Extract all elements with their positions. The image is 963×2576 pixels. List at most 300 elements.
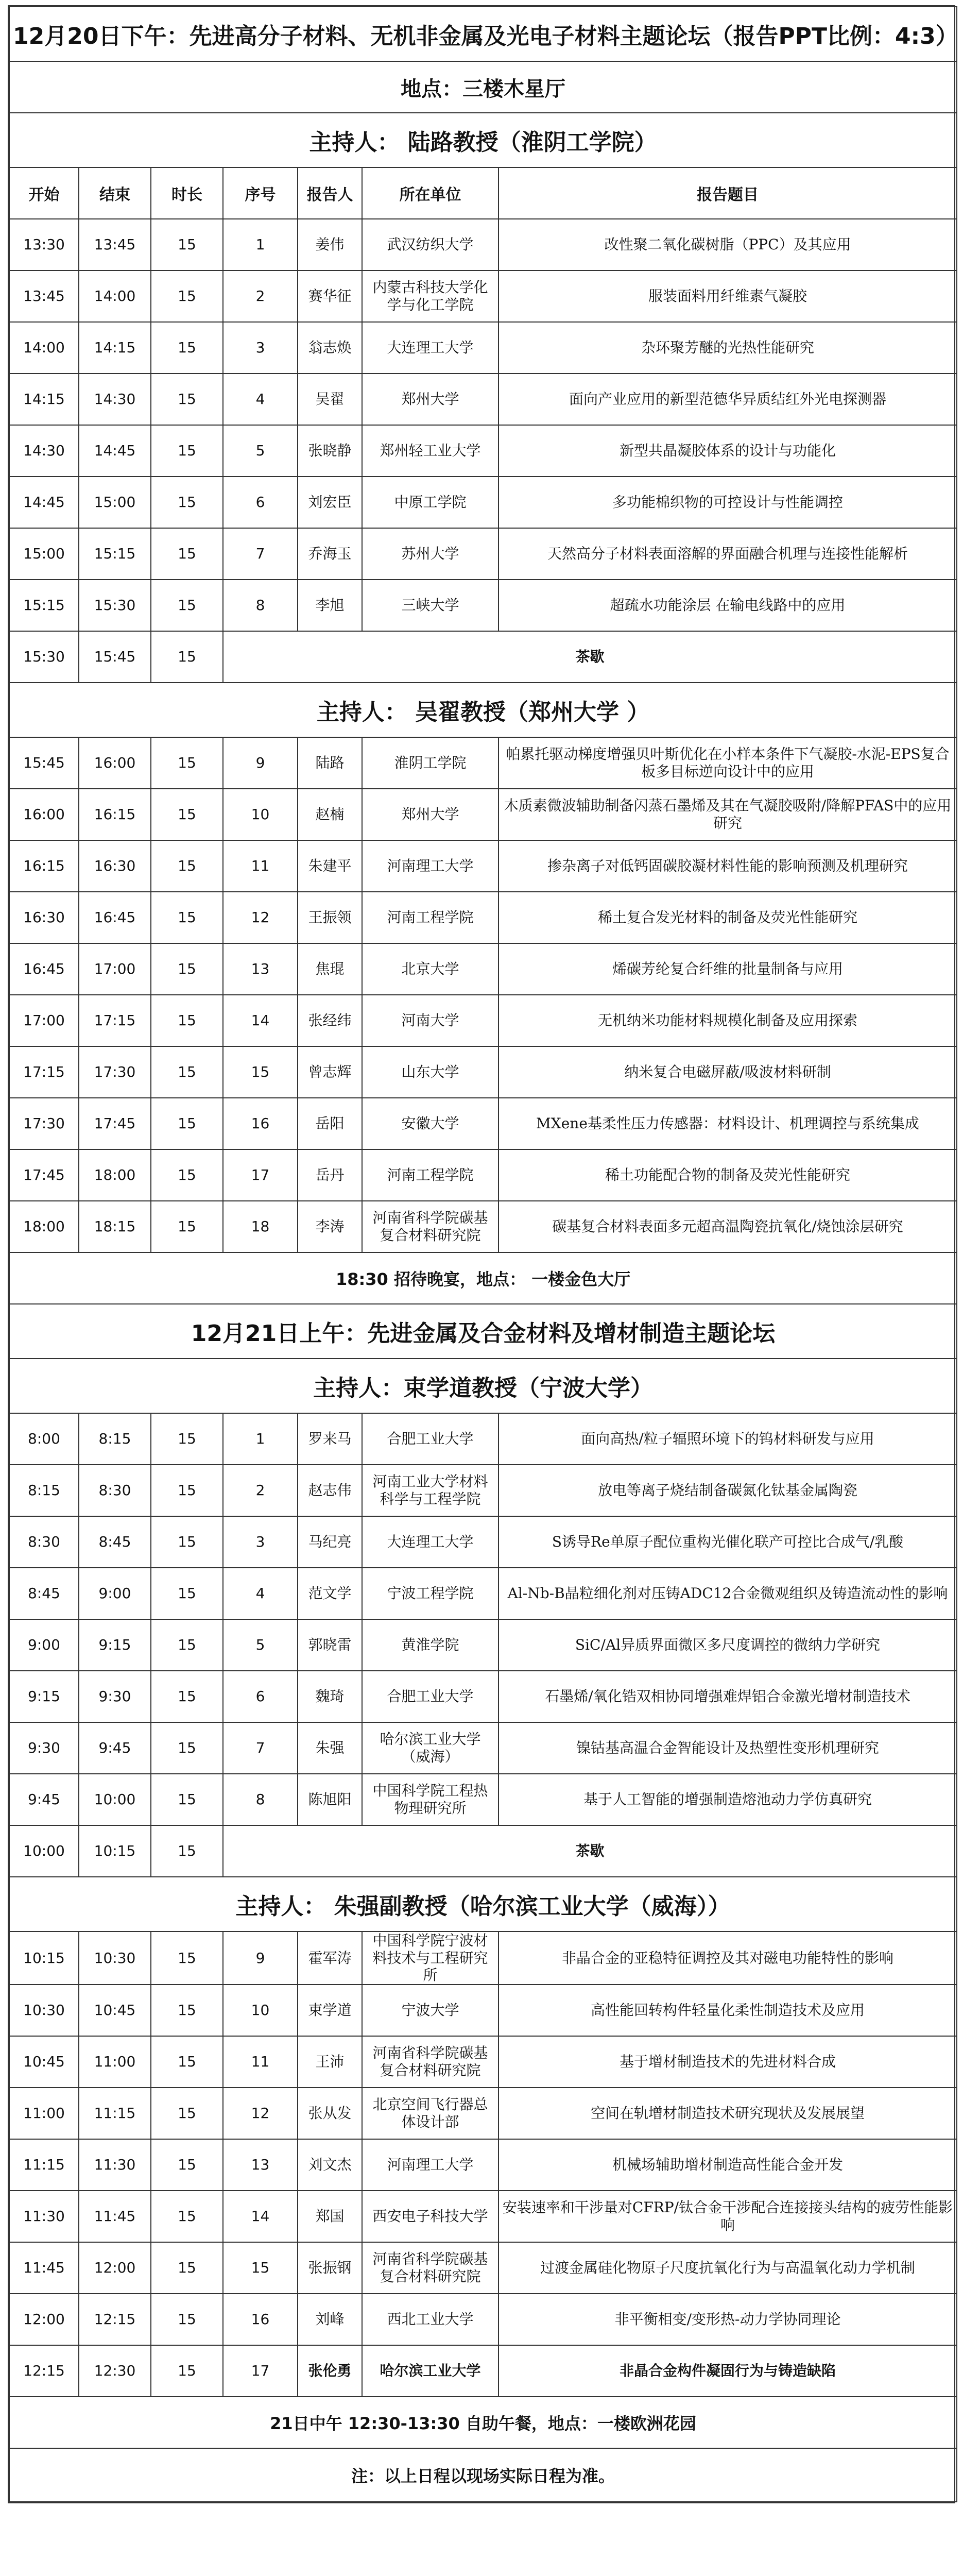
lunch-note-text: 21日中午 12:30-13:30 自助午餐，地点：一楼欧洲花园 — [9, 2397, 957, 2448]
cell-organization: 河南大学 — [362, 995, 498, 1046]
table-row — [9, 1465, 957, 1516]
cell-duration: 15 — [151, 1413, 223, 1465]
cell-number: 4 — [223, 1568, 298, 1619]
cell-end: 15:45 — [79, 631, 151, 683]
table-row — [9, 1201, 957, 1252]
table-row — [9, 840, 957, 892]
cell-duration: 15 — [151, 1931, 223, 1985]
cell-number: 2 — [223, 1465, 298, 1516]
cell-speaker: 岳丹 — [298, 1149, 362, 1201]
cell-organization: 河南工程学院 — [362, 1149, 498, 1201]
cell-duration: 15 — [151, 270, 223, 322]
cell-organization: 宁波大学 — [362, 1985, 498, 2036]
cell-speaker: 霍军涛 — [298, 1931, 362, 1985]
session2-host-1 — [9, 1359, 957, 1413]
cell-duration: 15 — [151, 2191, 223, 2242]
cell-organization: 大连理工大学 — [362, 1516, 498, 1568]
cell-topic: Al-Nb-B晶粒细化剂对压铸ADC12合金微观组织及铸造流动性的影响 — [498, 1568, 957, 1619]
cell-start: 12:15 — [9, 2345, 79, 2397]
cell-number: 12 — [223, 2088, 298, 2139]
table-row — [9, 1722, 957, 1774]
table-row — [9, 1671, 957, 1722]
cell-start: 10:00 — [9, 1825, 79, 1877]
cell-number: 10 — [223, 1985, 298, 2036]
cell-number: 9 — [223, 1931, 298, 1985]
cell-end: 17:30 — [79, 1046, 151, 1098]
cell-organization: 西安电子科技大学 — [362, 2191, 498, 2242]
cell-number: 14 — [223, 995, 298, 1046]
session1-host-2-text: 主持人： 吴翟教授（郑州大学 ） — [9, 683, 957, 737]
cell-organization: 淮阴工学院 — [362, 737, 498, 789]
cell-start: 9:45 — [9, 1774, 79, 1825]
cell-start: 11:00 — [9, 2088, 79, 2139]
cell-number: 5 — [223, 425, 298, 477]
cell-start: 8:00 — [9, 1413, 79, 1465]
cell-end: 14:30 — [79, 374, 151, 425]
cell-topic: 杂环聚芳醚的光热性能研究 — [498, 322, 957, 374]
cell-duration: 15 — [151, 2294, 223, 2345]
cell-organization: 西北工业大学 — [362, 2294, 498, 2345]
cell-topic: S诱导Re单原子配位重构光催化联产可控比合成气/乳酸 — [498, 1516, 957, 1568]
cell-organization: 中国科学院工程热物理研究所 — [362, 1774, 498, 1825]
cell-number: 1 — [223, 219, 298, 270]
table-row — [9, 943, 957, 995]
cell-start: 14:30 — [9, 425, 79, 477]
cell-duration: 15 — [151, 1671, 223, 1722]
session2-title-text: 12月21日上午：先进金属及合金材料及增材制造主题论坛 — [9, 1304, 957, 1359]
cell-topic: 稀土复合发光材料的制备及荧光性能研究 — [498, 892, 957, 943]
table-row — [9, 270, 957, 322]
cell-start: 8:30 — [9, 1516, 79, 1568]
cell-topic: 服装面料用纤维素气凝胶 — [498, 270, 957, 322]
session1-host-2 — [9, 683, 957, 737]
cell-topic: 多功能棉织物的可控设计与性能调控 — [498, 477, 957, 528]
cell-duration: 15 — [151, 943, 223, 995]
column-header-topic: 报告题目 — [498, 167, 957, 219]
cell-duration: 15 — [151, 477, 223, 528]
table-row — [9, 737, 957, 789]
cell-duration: 15 — [151, 1619, 223, 1671]
cell-number: 1 — [223, 1413, 298, 1465]
cell-speaker: 马纪亮 — [298, 1516, 362, 1568]
table-row — [9, 477, 957, 528]
session1-host-1 — [9, 113, 957, 167]
cell-start: 14:00 — [9, 322, 79, 374]
cell-speaker: 郑国 — [298, 2191, 362, 2242]
schedule-table — [9, 6, 957, 2502]
table-row — [9, 322, 957, 374]
cell-end: 11:15 — [79, 2088, 151, 2139]
cell-topic: 新型共晶凝胶体系的设计与功能化 — [498, 425, 957, 477]
cell-number: 3 — [223, 322, 298, 374]
cell-duration: 15 — [151, 1465, 223, 1516]
cell-start: 9:30 — [9, 1722, 79, 1774]
cell-speaker: 刘峰 — [298, 2294, 362, 2345]
column-header-no: 序号 — [223, 167, 298, 219]
cell-speaker: 焦琨 — [298, 943, 362, 995]
cell-start: 10:15 — [9, 1931, 79, 1985]
cell-duration: 15 — [151, 1149, 223, 1201]
session2-host-2 — [9, 1877, 957, 1931]
cell-start: 18:00 — [9, 1201, 79, 1252]
cell-organization: 河南理工大学 — [362, 840, 498, 892]
cell-end: 16:15 — [79, 789, 151, 840]
cell-number: 10 — [223, 789, 298, 840]
table-row — [9, 2294, 957, 2345]
session2-host-1-text: 主持人：束学道教授（宁波大学） — [9, 1359, 957, 1413]
column-header-org: 所在单位 — [362, 167, 498, 219]
cell-start: 16:45 — [9, 943, 79, 995]
cell-duration: 15 — [151, 2139, 223, 2191]
cell-speaker: 陆路 — [298, 737, 362, 789]
table-row — [9, 1568, 957, 1619]
cell-end: 8:45 — [79, 1516, 151, 1568]
cell-start: 13:45 — [9, 270, 79, 322]
cell-start: 15:00 — [9, 528, 79, 580]
column-header-speaker: 报告人 — [298, 167, 362, 219]
cell-end: 16:00 — [79, 737, 151, 789]
cell-end: 16:30 — [79, 840, 151, 892]
cell-end: 17:45 — [79, 1098, 151, 1149]
cell-start: 16:30 — [9, 892, 79, 943]
cell-organization: 哈尔滨工业大学（威海） — [362, 1722, 498, 1774]
cell-topic: 非晶合金构件凝固行为与铸造缺陷 — [498, 2345, 957, 2397]
cell-speaker: 张晓静 — [298, 425, 362, 477]
cell-speaker: 翁志焕 — [298, 322, 362, 374]
cell-number: 14 — [223, 2191, 298, 2242]
cell-start: 9:00 — [9, 1619, 79, 1671]
cell-start: 11:45 — [9, 2242, 79, 2294]
cell-start: 16:15 — [9, 840, 79, 892]
table-row — [9, 1619, 957, 1671]
cell-speaker: 束学道 — [298, 1985, 362, 2036]
cell-topic: 超疏水功能涂层 在输电线路中的应用 — [498, 580, 957, 631]
schedule-document — [8, 5, 958, 2503]
table-row — [9, 1931, 957, 1985]
cell-speaker: 乔海玉 — [298, 528, 362, 580]
cell-number: 13 — [223, 2139, 298, 2191]
dinner-note-text: 18:30 招待晚宴，地点： 一楼金色大厅 — [9, 1252, 957, 1304]
cell-speaker: 刘宏臣 — [298, 477, 362, 528]
cell-number: 7 — [223, 1722, 298, 1774]
column-header-dur: 时长 — [151, 167, 223, 219]
cell-speaker: 王振领 — [298, 892, 362, 943]
cell-organization: 河南理工大学 — [362, 2139, 498, 2191]
cell-end: 9:15 — [79, 1619, 151, 1671]
cell-start: 8:45 — [9, 1568, 79, 1619]
cell-speaker: 范文学 — [298, 1568, 362, 1619]
cell-number: 3 — [223, 1516, 298, 1568]
session1-location — [9, 61, 957, 113]
table-row — [9, 1046, 957, 1098]
cell-duration: 15 — [151, 2088, 223, 2139]
cell-topic: SiC/Al异质界面微区多尺度调控的微纳力学研究 — [498, 1619, 957, 1671]
cell-speaker: 张从发 — [298, 2088, 362, 2139]
tea-break-row — [9, 1825, 957, 1877]
cell-topic: 过渡金属硅化物原子尺度抗氧化行为与高温氧化动力学机制 — [498, 2242, 957, 2294]
cell-speaker: 吴翟 — [298, 374, 362, 425]
cell-organization: 武汉纺织大学 — [362, 219, 498, 270]
cell-start: 10:30 — [9, 1985, 79, 2036]
cell-number: 2 — [223, 270, 298, 322]
cell-duration: 15 — [151, 1098, 223, 1149]
cell-end: 10:00 — [79, 1774, 151, 1825]
cell-start: 16:00 — [9, 789, 79, 840]
cell-start: 17:45 — [9, 1149, 79, 1201]
cell-end: 11:00 — [79, 2036, 151, 2088]
cell-organization: 山东大学 — [362, 1046, 498, 1098]
cell-topic: 碳基复合材料表面多元超高温陶瓷抗氧化/烧蚀涂层研究 — [498, 1201, 957, 1252]
cell-number: 16 — [223, 1098, 298, 1149]
cell-end: 17:00 — [79, 943, 151, 995]
lunch-note — [9, 2397, 957, 2448]
cell-speaker: 李涛 — [298, 1201, 362, 1252]
table-row — [9, 1774, 957, 1825]
cell-topic: 石墨烯/氧化锆双相协同增强难焊铝合金激光增材制造技术 — [498, 1671, 957, 1722]
cell-organization: 宁波工程学院 — [362, 1568, 498, 1619]
table-row — [9, 2036, 957, 2088]
cell-number: 4 — [223, 374, 298, 425]
cell-end: 10:30 — [79, 1931, 151, 1985]
cell-duration: 15 — [151, 425, 223, 477]
cell-end: 15:00 — [79, 477, 151, 528]
cell-organization: 黄淮学院 — [362, 1619, 498, 1671]
cell-end: 10:15 — [79, 1825, 151, 1877]
cell-number: 15 — [223, 2242, 298, 2294]
cell-start: 17:00 — [9, 995, 79, 1046]
cell-start: 14:15 — [9, 374, 79, 425]
table-row — [9, 425, 957, 477]
cell-number: 11 — [223, 840, 298, 892]
cell-duration: 15 — [151, 2036, 223, 2088]
cell-topic: 面向高热/粒子辐照环境下的钨材料研发与应用 — [498, 1413, 957, 1465]
cell-organization: 北京空间飞行器总体设计部 — [362, 2088, 498, 2139]
cell-organization: 三峡大学 — [362, 580, 498, 631]
footer-note-text: 注：以上日程以现场实际日程为准。 — [9, 2448, 957, 2502]
cell-number: 5 — [223, 1619, 298, 1671]
cell-speaker: 朱强 — [298, 1722, 362, 1774]
cell-speaker: 张伦勇 — [298, 2345, 362, 2397]
table-row — [9, 528, 957, 580]
cell-organization: 郑州轻工业大学 — [362, 425, 498, 477]
cell-speaker: 岳阳 — [298, 1098, 362, 1149]
cell-number: 12 — [223, 892, 298, 943]
cell-speaker: 王沛 — [298, 2036, 362, 2088]
table-row — [9, 1413, 957, 1465]
cell-end: 12:15 — [79, 2294, 151, 2345]
cell-duration: 15 — [151, 580, 223, 631]
cell-speaker: 刘文杰 — [298, 2139, 362, 2191]
table-row — [9, 789, 957, 840]
session2-title — [9, 1304, 957, 1359]
cell-start: 9:15 — [9, 1671, 79, 1722]
cell-speaker: 郭晓雷 — [298, 1619, 362, 1671]
cell-end: 8:30 — [79, 1465, 151, 1516]
cell-duration: 15 — [151, 322, 223, 374]
cell-speaker: 姜伟 — [298, 219, 362, 270]
cell-organization: 内蒙古科技大学化学与化工学院 — [362, 270, 498, 322]
cell-organization: 哈尔滨工业大学 — [362, 2345, 498, 2397]
cell-number: 17 — [223, 1149, 298, 1201]
cell-topic: 烯碳芳纶复合纤维的批量制备与应用 — [498, 943, 957, 995]
cell-start: 11:15 — [9, 2139, 79, 2191]
cell-topic: MXene基柔性压力传感器：材料设计、机理调控与系统集成 — [498, 1098, 957, 1149]
cell-speaker: 陈旭阳 — [298, 1774, 362, 1825]
cell-duration: 15 — [151, 374, 223, 425]
cell-topic: 面向产业应用的新型范德华异质结红外光电探测器 — [498, 374, 957, 425]
cell-speaker: 罗来马 — [298, 1413, 362, 1465]
cell-duration: 15 — [151, 1774, 223, 1825]
table-row — [9, 2191, 957, 2242]
cell-start: 17:30 — [9, 1098, 79, 1149]
cell-topic: 基于人工智能的增强制造熔池动力学仿真研究 — [498, 1774, 957, 1825]
cell-topic: 非平衡相变/变形热-动力学协同理论 — [498, 2294, 957, 2345]
cell-topic: 空间在轨增材制造技术研究现状及发展展望 — [498, 2088, 957, 2139]
cell-organization: 安徽大学 — [362, 1098, 498, 1149]
table-row — [9, 1985, 957, 2036]
cell-end: 9:30 — [79, 1671, 151, 1722]
session1-host-1-text: 主持人： 陆路教授（淮阴工学院） — [9, 113, 957, 167]
cell-duration: 15 — [151, 840, 223, 892]
cell-duration: 15 — [151, 1046, 223, 1098]
cell-organization: 河南工业大学材料科学与工程学院 — [362, 1465, 498, 1516]
cell-topic: 非晶合金的亚稳特征调控及其对磁电功能特性的影响 — [498, 1931, 957, 1985]
cell-start: 12:00 — [9, 2294, 79, 2345]
cell-number: 8 — [223, 580, 298, 631]
table-row — [9, 892, 957, 943]
cell-duration: 15 — [151, 1516, 223, 1568]
cell-topic: 天然高分子材料表面溶解的界面融合机理与连接性能解析 — [498, 528, 957, 580]
table-row — [9, 219, 957, 270]
cell-organization: 河南工程学院 — [362, 892, 498, 943]
cell-duration: 15 — [151, 528, 223, 580]
cell-duration: 15 — [151, 2242, 223, 2294]
cell-start: 8:15 — [9, 1465, 79, 1516]
cell-end: 10:45 — [79, 1985, 151, 2036]
cell-duration: 15 — [151, 1722, 223, 1774]
table-row — [9, 2345, 957, 2397]
cell-end: 15:15 — [79, 528, 151, 580]
cell-organization: 中国科学院宁波材料技术与工程研究所 — [362, 1931, 498, 1985]
cell-start: 14:45 — [9, 477, 79, 528]
cell-speaker: 李旭 — [298, 580, 362, 631]
table-row — [9, 580, 957, 631]
cell-end: 9:45 — [79, 1722, 151, 1774]
table-row — [9, 1149, 957, 1201]
cell-start: 15:15 — [9, 580, 79, 631]
table-row — [9, 2088, 957, 2139]
cell-end: 12:00 — [79, 2242, 151, 2294]
table-row — [9, 1516, 957, 1568]
cell-number: 11 — [223, 2036, 298, 2088]
cell-end: 12:30 — [79, 2345, 151, 2397]
cell-topic: 安装速率和干涉量对CFRP/钛合金干涉配合连接接头结构的疲劳性能影响 — [498, 2191, 957, 2242]
dinner-note — [9, 1252, 957, 1304]
cell-speaker: 朱建平 — [298, 840, 362, 892]
cell-end: 8:15 — [79, 1413, 151, 1465]
cell-end: 18:15 — [79, 1201, 151, 1252]
cell-speaker: 赵楠 — [298, 789, 362, 840]
cell-start: 11:30 — [9, 2191, 79, 2242]
cell-organization: 北京大学 — [362, 943, 498, 995]
cell-end: 15:30 — [79, 580, 151, 631]
cell-duration: 15 — [151, 1568, 223, 1619]
cell-end: 9:00 — [79, 1568, 151, 1619]
cell-start: 17:15 — [9, 1046, 79, 1098]
cell-duration: 15 — [151, 2345, 223, 2397]
table-row — [9, 2242, 957, 2294]
cell-number: 6 — [223, 477, 298, 528]
tea-break-label: 茶歇 — [223, 1825, 957, 1877]
cell-topic: 纳米复合电磁屏蔽/吸波材料研制 — [498, 1046, 957, 1098]
cell-topic: 无机纳米功能材料规模化制备及应用探索 — [498, 995, 957, 1046]
cell-duration: 15 — [151, 737, 223, 789]
cell-topic: 机械场辅助增材制造高性能合金开发 — [498, 2139, 957, 2191]
cell-topic: 基于增材制造技术的先进材料合成 — [498, 2036, 957, 2088]
cell-number: 9 — [223, 737, 298, 789]
cell-speaker: 赵志伟 — [298, 1465, 362, 1516]
cell-end: 11:30 — [79, 2139, 151, 2191]
cell-speaker: 曾志辉 — [298, 1046, 362, 1098]
table-row — [9, 1098, 957, 1149]
cell-end: 14:00 — [79, 270, 151, 322]
cell-end: 14:15 — [79, 322, 151, 374]
cell-organization: 郑州大学 — [362, 374, 498, 425]
cell-start: 15:30 — [9, 631, 79, 683]
cell-topic: 掺杂离子对低钙固碳胶凝材料性能的影响预测及机理研究 — [498, 840, 957, 892]
cell-end: 17:15 — [79, 995, 151, 1046]
cell-end: 16:45 — [79, 892, 151, 943]
cell-duration: 15 — [151, 219, 223, 270]
cell-number: 7 — [223, 528, 298, 580]
cell-duration: 15 — [151, 1985, 223, 2036]
cell-topic: 稀土功能配合物的制备及荧光性能研究 — [498, 1149, 957, 1201]
cell-end: 14:45 — [79, 425, 151, 477]
cell-duration: 15 — [151, 631, 223, 683]
session2-host-2-text: 主持人： 朱强副教授（哈尔滨工业大学（威海）） — [9, 1877, 957, 1931]
column-header-end: 结束 — [79, 167, 151, 219]
cell-number: 6 — [223, 1671, 298, 1722]
cell-start: 15:45 — [9, 737, 79, 789]
cell-organization: 河南省科学院碳基复合材料研究院 — [362, 2036, 498, 2088]
cell-start: 10:45 — [9, 2036, 79, 2088]
cell-topic: 改性聚二氧化碳树脂（PPC）及其应用 — [498, 219, 957, 270]
tea-break-row — [9, 631, 957, 683]
cell-speaker: 张经纬 — [298, 995, 362, 1046]
cell-topic: 镍钴基高温合金智能设计及热塑性变形机理研究 — [498, 1722, 957, 1774]
cell-number: 18 — [223, 1201, 298, 1252]
cell-duration: 15 — [151, 892, 223, 943]
cell-speaker: 张振钢 — [298, 2242, 362, 2294]
table-row — [9, 374, 957, 425]
cell-number: 16 — [223, 2294, 298, 2345]
cell-speaker: 魏琦 — [298, 1671, 362, 1722]
cell-topic: 高性能回转构件轻量化柔性制造技术及应用 — [498, 1985, 957, 2036]
footer-note — [9, 2448, 957, 2502]
cell-number: 13 — [223, 943, 298, 995]
cell-number: 15 — [223, 1046, 298, 1098]
schedule-body — [9, 7, 957, 2502]
cell-number: 17 — [223, 2345, 298, 2397]
cell-duration: 15 — [151, 1825, 223, 1877]
session1-title — [9, 7, 957, 61]
cell-number: 8 — [223, 1774, 298, 1825]
cell-end: 18:00 — [79, 1149, 151, 1201]
cell-duration: 15 — [151, 995, 223, 1046]
session1-location-text: 地点：三楼木星厅 — [9, 61, 957, 113]
cell-start: 13:30 — [9, 219, 79, 270]
tea-break-label: 茶歇 — [223, 631, 957, 683]
